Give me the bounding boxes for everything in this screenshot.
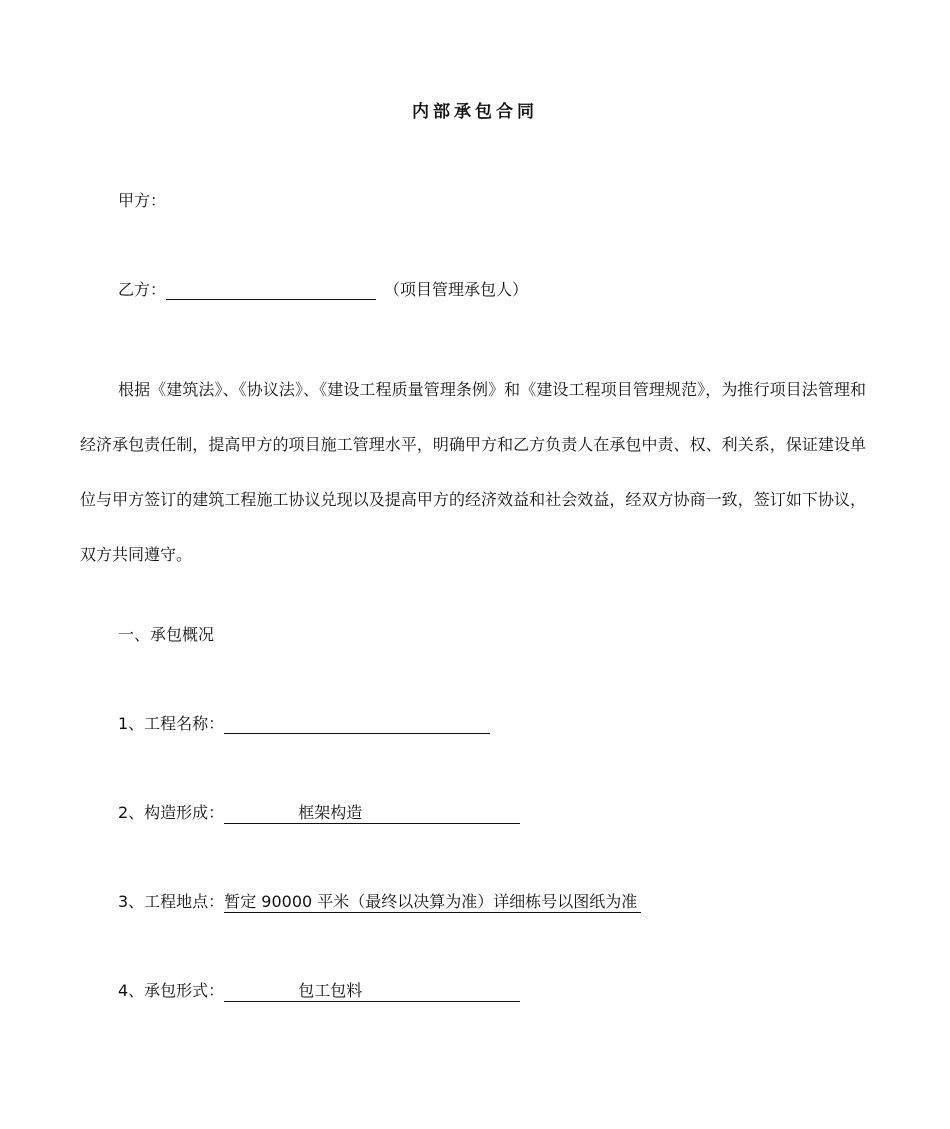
item-label: 2、构造形成： xyxy=(118,803,225,822)
item-project-location xyxy=(118,889,641,913)
item-label: 3、工程地点： xyxy=(118,892,225,911)
party-b-label: 乙方： xyxy=(118,280,167,299)
item-label: 1、工程名称： xyxy=(118,714,225,733)
structure-type-value: 框架构造 xyxy=(224,800,520,824)
party-b-line xyxy=(118,277,528,300)
party-b-note: （项目管理承包人） xyxy=(384,280,529,299)
section1-heading: 一、承包概况 xyxy=(118,625,215,644)
party-b-blank xyxy=(166,280,376,300)
item-contract-form xyxy=(118,978,520,1002)
contract-form-value: 包工包料 xyxy=(224,978,520,1002)
item-structure-type xyxy=(118,800,520,824)
project-location-value: 暂定 90000 平米（最终以决算为准）详细栋号以图纸为准 xyxy=(224,889,641,913)
document-title: 内部承包合同 xyxy=(412,102,538,122)
item-label: 4、承包形式： xyxy=(118,981,225,1000)
item-project-name xyxy=(118,711,490,734)
party-a-label: 甲方： xyxy=(118,191,167,210)
project-name-blank xyxy=(224,714,490,734)
preamble-paragraph: 根据《建筑法》、《协议法》、《建设工程质量管理条例》和《建设工程项目管理规范》，为推行项目法管理和经济承包责任制，提高甲方的项目施工管理水平，明确甲方和乙方负责人在承包中责、权、利关系，保证建设单位与甲方签订的建筑工程施工协议兑现以及提高甲方的经济效益和社会效益，经双方协商一致，签订如下协议，双方共同遵守。 xyxy=(80,380,866,564)
party-a-line xyxy=(118,188,166,211)
